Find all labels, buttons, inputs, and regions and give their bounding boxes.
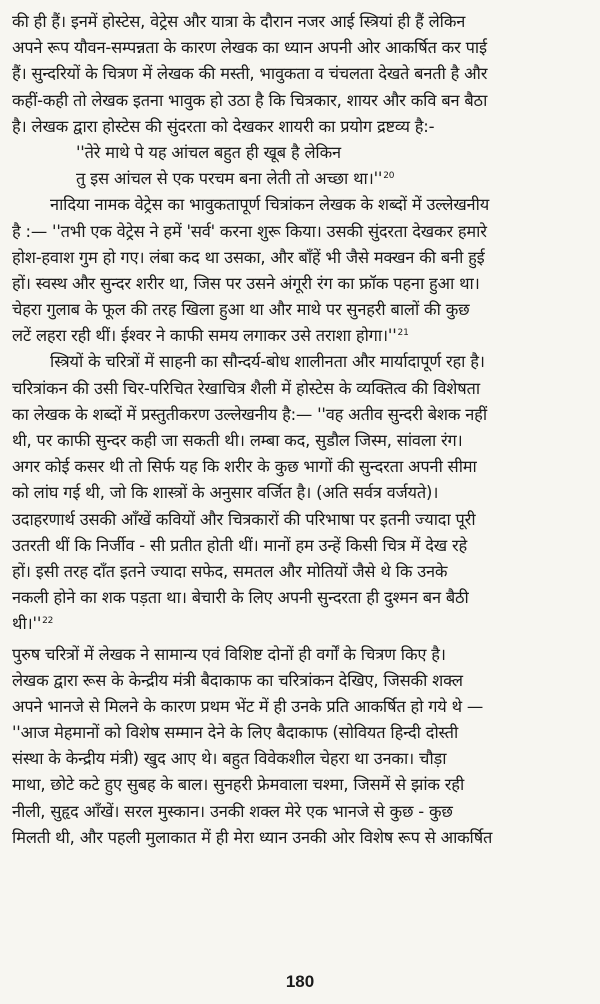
text-line: लेखक द्वारा रूस के केन्द्रीय मंत्री बैदाकाफ का चरित्रांकन देखिए, जिसकी शक्ल (12, 670, 463, 690)
text-line: अपने भानजे से मिलने के कारण प्रथम भेंट में ही उनके प्रति आकर्षित हो गये थे — (12, 696, 484, 716)
text-line: है। लेखक द्वारा होस्टेस की सुंदरता को देखकर शायरी का प्रयोग द्रष्टव्य है:- (12, 116, 435, 136)
text-line: की ही हैं। इनमें होस्टेस, वेट्रेस और यात्रा के दौरान नजर आई स्त्रियां ही हैं लेकिन (12, 12, 466, 31)
text-line: मिलती थी, और पहली मुलाकात में ही मेरा ध्यान उनकी ओर विशेष रूप से आकर्षित (12, 827, 493, 847)
text-line: माथा, छोटे कटे हुए सुबह के बाल। सुनहरी फ्रेमवाला चश्मा, जिसमें से झांक रही (12, 775, 465, 795)
text-line: संस्था के केन्द्रीय मंत्री) खुद आए थे। बहुत विवेकशील चेहरा था उनका। चौड़ा (12, 749, 447, 769)
page-number: 180 (285, 972, 315, 991)
text-line: हों। इसी तरह दाँत इतने ज्यादा सफेद, समतल और मोतियों जैसे थे कि उनके (12, 561, 448, 581)
text-line: $थी।''^{22}$ (12, 614, 54, 634)
footnote-ref: 20 (383, 170, 395, 181)
text-line: है :— ''तभी एक वेट्रेस ने हमें 'सर्व' करना शुरू किया। उसकी सुंदरता देखकर हमारे (12, 221, 487, 241)
text-line: चेहरा गुलाब के फूल की तरह खिला हुआ था और माथे पर सुनहरी बालों की कुछ (12, 300, 470, 320)
verse-line: तु इस आंचल से एक परचम बना लेती तो अच्छा $था।''^{20}$ (76, 169, 395, 189)
text-line: नीली, सुहृद आँखें। सरल मुस्कान। उनकी शक्ल मेरे एक भानजे से कुछ - कुछ (12, 801, 453, 821)
text-line: हों। स्वस्थ और सुन्दर शरीर था, जिस पर उसने अंगूरी रंग का फ्रॉक पहना हुआ था। (12, 273, 480, 293)
text-line: को लांघ गई थी, जो कि शास्त्रों के अनुसार वर्जित है। (अति सर्वत्र वर्जयते)। (12, 483, 439, 503)
verse-line: ''तेरे माथे पे यह आंचल बहुत ही खूब है लेकिन (76, 142, 341, 162)
text-line: उदाहरणार्थ उसकी आँखें कवियों और चित्रकारों की परिभाषा पर इतनी ज्यादा पूरी (12, 509, 476, 529)
footnote-ref: 22 (42, 615, 54, 626)
text-line: चरित्रांकन की उसी चिर-परिचित रेखाचित्र शैली में होस्टेस के व्यक्तित्व की विशेषता (12, 378, 480, 398)
paragraph-first-line: पुरुष चरित्रों में लेखक ने सामान्य एवं विशिष्ट दोनों ही वर्गों के चित्रण किए है। (12, 644, 446, 664)
footnote-ref: 21 (397, 327, 409, 338)
text-line: कहीं-कही तो लेखक इतना भावुक हो उठा है कि चित्रकार, शायर और कवि बन बैठा (12, 90, 488, 110)
text-line: अपने रूप यौवन-सम्पन्नता के कारण लेखक का ध्यान अपनी ओर आकर्षित कर पाई (12, 38, 487, 58)
paragraph-first-line: स्त्रियों के चरित्रों में साहनी का सौन्दर्य-बोध शालीनता और मार्यादापूर्ण रहा है। (50, 352, 485, 372)
text-line: थी, पर काफी सुन्दर कही जा सकती थी। लम्बा कद, सुडौल जिस्म, सांवला रंग। (12, 431, 463, 450)
text-line: का लेखक के शब्दों में प्रस्तुतीकरण उल्लेखनीय है:— ''वह अतीव सुन्दरी बेशक नहीं (12, 404, 487, 424)
text-line: नकली होने का शक पड़ता था। बेचारी के लिए अपनी सुन्दरता ही दुश्मन बन बैठी (12, 588, 469, 608)
paragraph-first-line: नादिया नामक वेट्रेस का भावुकतापूर्ण चित्रांकन लेखक के शब्दों में उल्लेखनीय (50, 195, 490, 215)
text-line: लटें लहरा रही थीं। ईश्वर ने काफी समय लगाकर उसे तराशा $होगा।''^{21}$ (12, 326, 409, 346)
text-line: अगर कोई कसर थी तो सिर्फ यह कि शरीर के कुछ भागों की सुन्दरता अपनी सीमा (12, 457, 477, 477)
text-line: हैं। सुन्दरियों के चित्रण में लेखक की मस्ती, भावुकता व चंचलता देखते बनती है और (12, 64, 488, 84)
text-line: ''आज मेहमानों को विशेष सम्मान देने के लिए बैदाकाफ (सोवियत हिन्दी दोस्ती (12, 723, 459, 743)
text-line: उतरती थीं कि निर्जीव - सी प्रतीत होती थीं। मानों हम उन्हें किसी चित्र में देख रहे (12, 535, 468, 555)
text-line: होश-हवाश गुम हो गए। लंबा कद था उसका, और बाँहें भी जैसे मक्खन की बनी हुई (12, 247, 485, 267)
